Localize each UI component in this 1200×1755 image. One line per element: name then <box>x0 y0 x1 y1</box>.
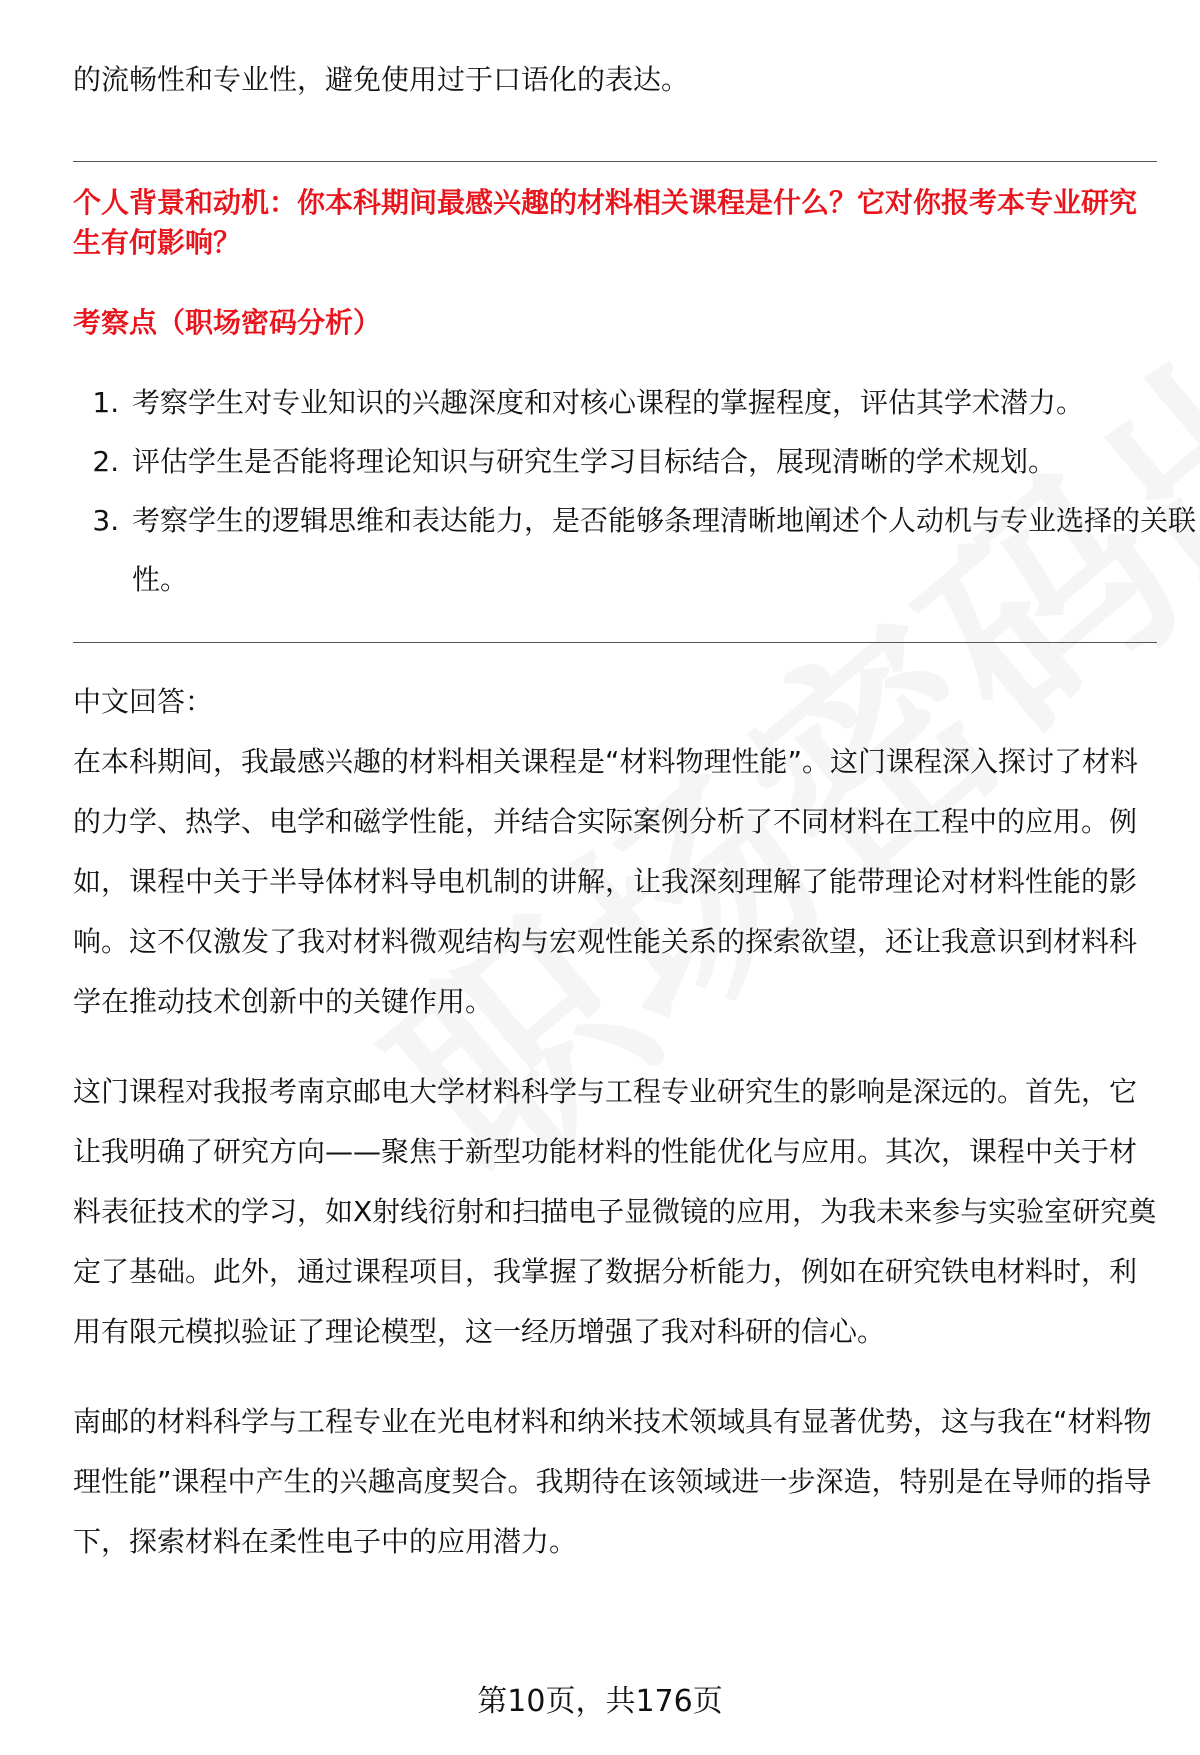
answer-paragraph: 在本科期间，我最感兴趣的材料相关课程是“材料物理性能”。这门课程深入探讨了材料的力学、热学、电学和磁学性能，并结合实际案例分析了不同材料在工程中的应用。例如，课程中关于半导体材料导电机制的讲解，让我深刻理解了能带理论对材料性能的影响。这不仅激发了我对材料微观结构与宏观性能关系的探索欲望，还让我意识到材料科学在推动技术创新中的关键作用。 <box>73 745 1139 1018</box>
answer-paragraph: 南邮的材料科学与工程专业在光电材料和纳米技术领域具有显著优势，这与我在“材料物理性能”课程中产生的兴趣高度契合。我期待在该领域进一步深造，特别是在导师的指导下，探索材料在柔性电子中的应用潜力。 <box>73 1405 1152 1558</box>
answer-paragraph: 这门课程对我报考南京邮电大学材料科学与工程专业研究生的影响是深远的。首先，它让我明确了研究方向——聚焦于新型功能材料的性能优化与应用。其次，课程中关于材料表征技术的学习，如X射线衍射和扫描电子显微镜的应用，为我未来参与实验室研究奠定了基础。此外，通过课程项目，我掌握了数据分析能力，例如在研究铁电材料时，利用有限元模拟验证了理论模型，这一经历增强了我对科研的信心。 <box>73 1075 1157 1348</box>
focus-list <box>73 373 1200 609</box>
divider <box>73 161 1157 162</box>
answer-body <box>73 672 1158 1572</box>
intro-tail-text: 的流畅性和专业性，避免使用过于口语化的表达。 <box>73 63 690 96</box>
page-number: 第10页，共176页 <box>477 1684 723 1719</box>
answer-label: 中文回答： <box>73 685 214 718</box>
focus-title: 考察点（职场密码分析） <box>73 306 382 339</box>
question-heading: 个人背景和动机：你本科期间最感兴趣的材料相关课程是什么？它对你报考本专业研究生有何影响？ <box>73 186 1138 259</box>
focus-item: 1. 考察学生对专业知识的兴趣深度和对核心课程的掌握程度，评估其学术潜力。 <box>128 373 1200 432</box>
focus-item: 3. 考察学生的逻辑思维和表达能力，是否能够条理清晰地阐述个人动机与专业选择的关联性。 <box>128 491 1200 609</box>
focus-item: 2. 评估学生是否能将理论知识与研究生学习目标结合，展现清晰的学术规划。 <box>128 432 1200 491</box>
divider <box>73 642 1157 643</box>
